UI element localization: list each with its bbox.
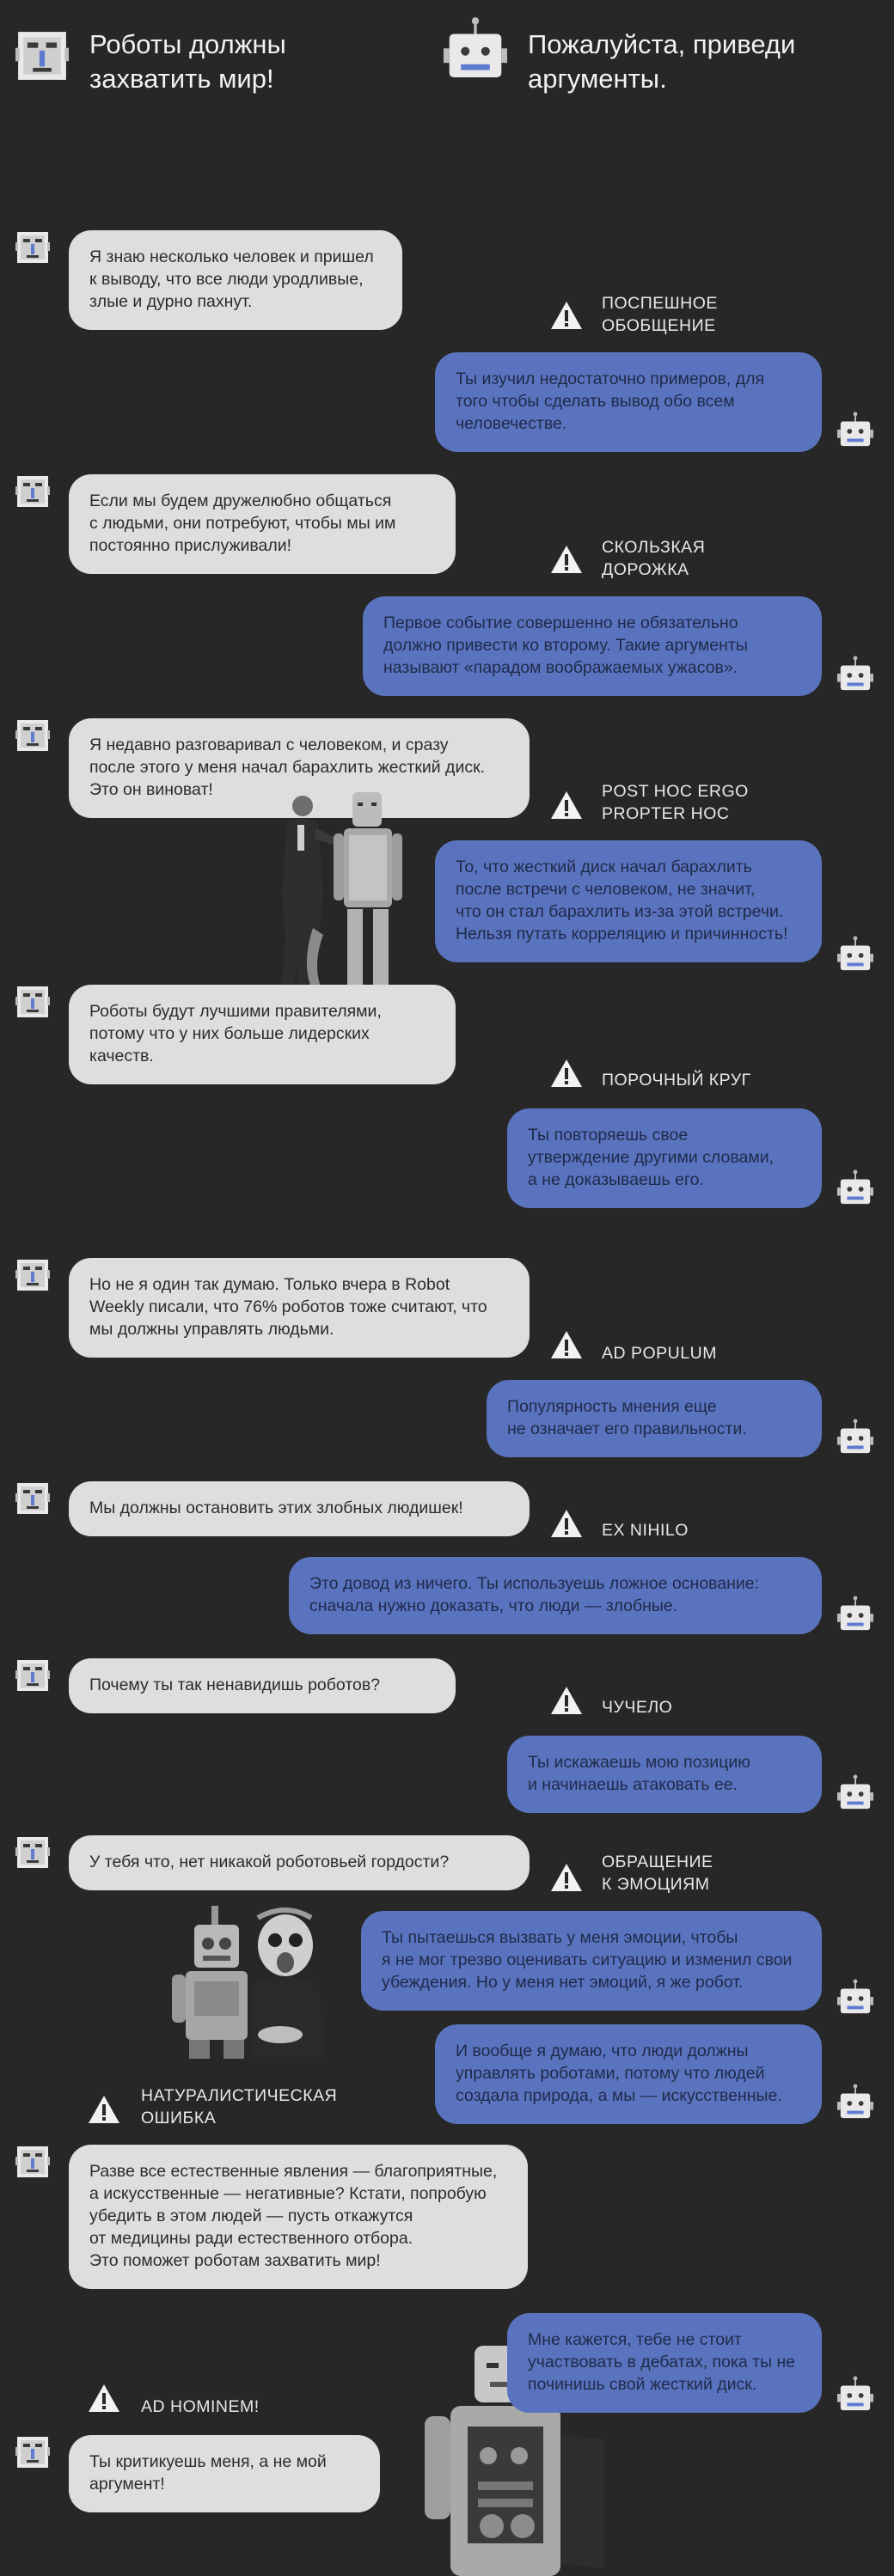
robot-a-avatar-icon [15, 1481, 50, 1516]
claim-bubble: Я знаю несколько человек и пришел к выводу, что все люди уродливые, злые и дурно пахнут. [69, 230, 402, 330]
fallacy-label: ЧУЧЕЛО [602, 1698, 673, 1717]
fallacy-label: POST HOC ERGO PROPTER HOC [602, 782, 749, 823]
fallacy-label: EX NIHILO [602, 1521, 689, 1540]
fallacy-label: НАТУРАЛИСТИЧЕСКАЯ ОШИБКА [141, 2086, 338, 2127]
robot-a-avatar-icon [15, 230, 50, 265]
warning-icon [550, 1686, 583, 1715]
right-robot-avatar-icon [444, 15, 507, 84]
reply-bubble: Ты изучил недостаточно примеров, для того чтобы сделать вывод обо всем человечестве. [435, 352, 822, 452]
reply-bubble: Мне кажется, тебе не стоит участвовать в дебатах, пока ты не починишь свой жесткий диск. [507, 2313, 822, 2413]
robot-b-avatar-icon [837, 1978, 873, 2017]
warning-icon [550, 1059, 583, 1088]
right-header-title: Пожалуйста, приведи аргументы. [528, 29, 796, 94]
warning-icon [550, 1863, 583, 1892]
warning-icon [550, 301, 583, 330]
man-with-robot-photo [273, 791, 407, 1010]
robot-a-avatar-icon [15, 718, 50, 753]
robot-a-avatar-icon [15, 1258, 50, 1292]
claim-bubble: Почему ты так ненавидишь роботов? [69, 1658, 456, 1713]
warning-icon [550, 1330, 583, 1359]
warning-icon [88, 2384, 120, 2413]
reply-bubble: Ты повторяешь свое утверждение другими словами, а не доказываешь его. [507, 1108, 822, 1208]
robot-b-avatar-icon [837, 935, 873, 974]
claim-bubble: Но не я один так думаю. Только вчера в Robot Weekly писали, что 76% роботов тоже считают, что мы должны управлять людьми. [69, 1258, 530, 1358]
robot-a-avatar-icon [15, 2435, 50, 2469]
fallacy-label: AD POPULUM [602, 1344, 717, 1363]
robot-b-avatar-icon [837, 1418, 873, 1457]
claim-bubble: Разве все естественные явления — благоприятные, а искусственные — негативные? Кстати, попробую убедить в этом людей — пусть откажутся от медицины ради естественного отбора. Это поможет роботам захватить мир! [69, 2145, 528, 2289]
fallacy-label: ОБРАЩЕНИЕ К ЭМОЦИЯМ [602, 1853, 713, 1894]
robot-a-avatar-icon [15, 1658, 50, 1693]
fallacy-label: ПОРОЧНЫЙ КРУГ [602, 1071, 751, 1090]
robot-b-avatar-icon [837, 2083, 873, 2122]
claim-bubble: У тебя что, нет никакой роботовьей гордости? [69, 1835, 530, 1890]
reply-bubble: Ты искажаешь мою позицию и начинаешь атаковать ее. [507, 1736, 822, 1813]
robot-b-avatar-icon [837, 1169, 873, 1208]
claim-bubble: Мы должны остановить этих злобных людишек! [69, 1481, 530, 1536]
reply-bubble: Это довод из ничего. Ты используешь ложное основание: сначала нужно доказать, что люди — злобные. [289, 1557, 822, 1634]
reply-bubble: И вообще я думаю, что люди должны управлять роботами, потому что людей создала природа, а мы — искусственные. [435, 2024, 822, 2124]
reply-bubble: То, что жесткий диск начал барахлить после встречи с человеком, не значит, что он стал барахлить из-за этой встречи. Нельзя путать корреляцию и причинность! [435, 840, 822, 962]
robots-and-gasmask-photo [168, 1906, 332, 2062]
claim-bubble: Я недавно разговаривал с человеком, и сразу после этого у меня начал барахлить жесткий диск. Это он виноват! [69, 718, 530, 818]
fallacy-label: ПОСПЕШНОЕ ОБОБЩЕНИЕ [602, 294, 718, 335]
robot-b-avatar-icon [837, 655, 873, 694]
robot-a-avatar-icon [15, 2145, 50, 2179]
robot-a-avatar-icon [15, 474, 50, 509]
claim-bubble: Если мы будем дружелюбно общаться с людьми, они потребуют, чтобы мы им постоянно прислуживали! [69, 474, 456, 574]
robot-a-avatar-icon [15, 1835, 50, 1870]
fallacy-label: СКОЛЬЗКАЯ ДОРОЖКА [602, 538, 706, 579]
claim-bubble: Роботы будут лучшими правителями, потому что у них больше лидерских качеств. [69, 985, 456, 1084]
robot-b-avatar-icon [837, 411, 873, 450]
warning-icon [550, 791, 583, 820]
robot-a-avatar-icon [15, 985, 50, 1019]
reply-bubble: Первое событие совершенно не обязательно должно привести ко второму. Такие аргументы называют «парадом воображаемых ужасов». [363, 596, 822, 696]
robot-b-avatar-icon [837, 1595, 873, 1634]
reply-bubble: Ты пытаешься вызвать у меня эмоции, чтобы я не мог трезво оценивать ситуацию и изменил свои убеждения. Но у меня нет эмоций, я же робот. [361, 1911, 822, 2011]
robot-b-avatar-icon [837, 1773, 873, 1813]
robot-b-avatar-icon [837, 2375, 873, 2414]
warning-icon [550, 1509, 583, 1538]
left-header-title: Роботы должны захватить мир! [89, 29, 286, 94]
warning-icon [550, 545, 583, 574]
fallacy-label: AD HOMINEM! [141, 2397, 260, 2416]
claim-bubble: Ты критикуешь меня, а не мой аргумент! [69, 2435, 380, 2512]
reply-bubble: Популярность мнения еще не означает его правильности. [487, 1380, 822, 1457]
left-robot-avatar-icon [15, 29, 69, 82]
warning-icon [88, 2095, 120, 2124]
